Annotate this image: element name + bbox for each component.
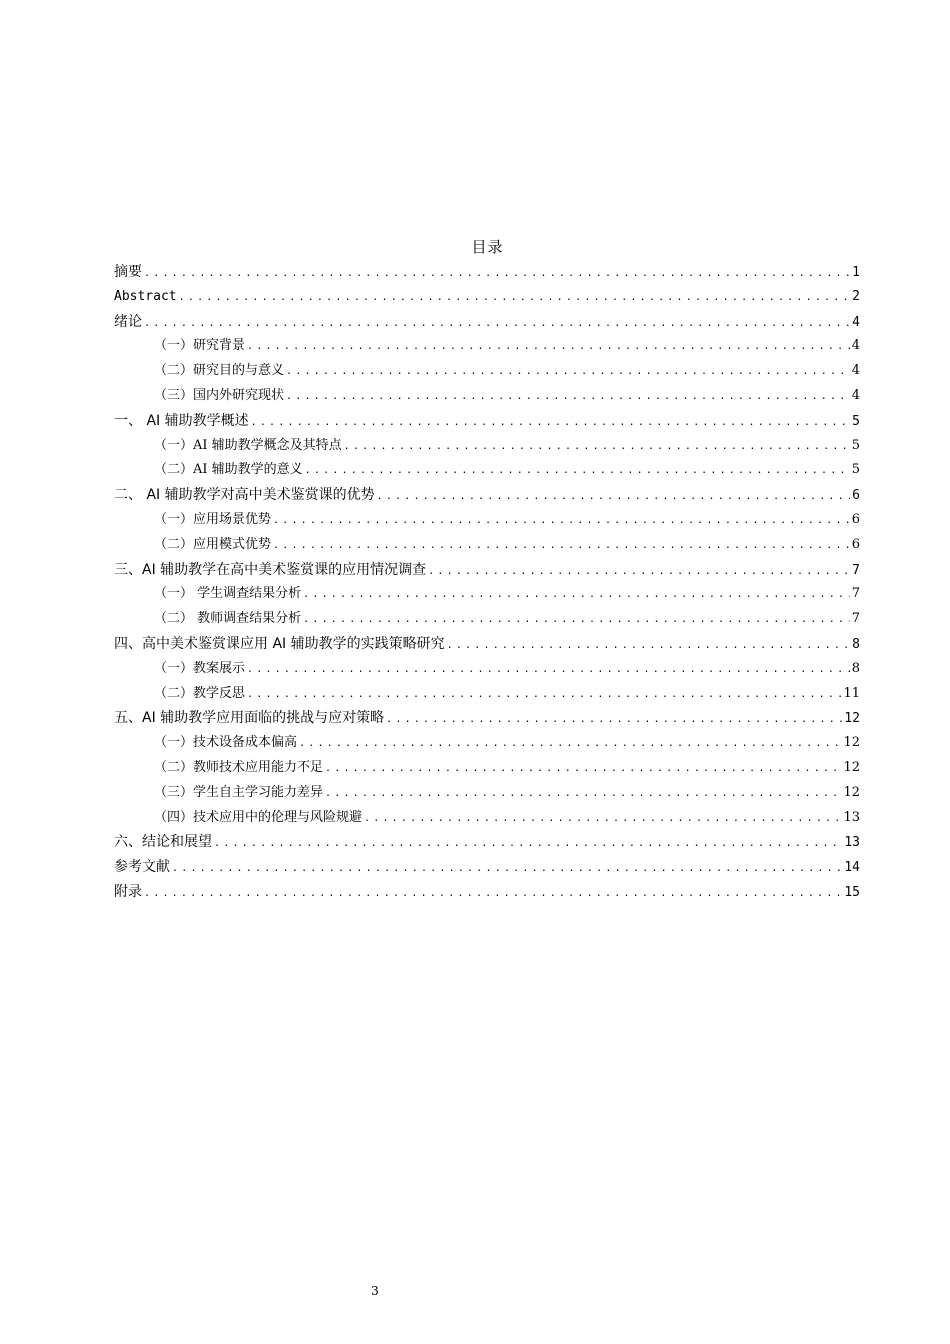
toc-entry[interactable]	[114, 285, 860, 310]
toc-entry[interactable]	[114, 434, 860, 459]
toc-entry-page: 2	[852, 288, 860, 304]
toc-dot-leader	[273, 534, 850, 559]
toc-dot-leader	[286, 360, 850, 385]
toc-entry[interactable]	[114, 384, 860, 409]
toc-entry[interactable]	[114, 458, 860, 483]
toc-entry-page: 12	[844, 711, 860, 727]
toc-dot-leader	[247, 658, 850, 683]
toc-entry-label: （二）教学反思	[154, 685, 246, 701]
toc-dot-leader	[251, 411, 850, 436]
toc-dot-leader	[303, 608, 850, 633]
toc-entry-label: 附录	[114, 883, 142, 900]
toc-dot-leader	[247, 683, 841, 708]
toc-dot-leader	[172, 857, 842, 882]
toc-entry[interactable]	[114, 781, 860, 806]
toc-entry-page: 4	[851, 387, 860, 403]
toc-entry[interactable]	[114, 508, 860, 533]
toc-entry[interactable]	[114, 756, 860, 781]
toc-entry-page: 14	[844, 860, 860, 876]
toc-entry-label: 六、结论和展望	[114, 834, 212, 851]
toc-entry-page: 4	[852, 314, 860, 330]
toc-entry[interactable]	[114, 558, 860, 583]
toc-entry-page: 4	[851, 338, 860, 354]
toc-entry-page: 12	[843, 759, 860, 775]
toc-entry[interactable]	[114, 359, 860, 384]
toc-entry-label: 一、 AI 辅助教学概述	[114, 412, 249, 429]
toc-entry-label: 参考文献	[114, 859, 170, 876]
toc-entry-page: 6	[851, 511, 860, 527]
page-number: 3	[371, 1284, 379, 1298]
toc-entry[interactable]	[114, 657, 860, 682]
toc-entry-label: 五、AI 辅助教学应用面临的挑战与应对策略	[114, 710, 385, 727]
toc-entry-label: （二）应用模式优势	[154, 536, 272, 552]
toc-entry-label: （一）应用场景优势	[154, 511, 272, 527]
toc-entry-page: 1	[852, 265, 860, 280]
toc-entry-label: （一）研究背景	[154, 338, 246, 354]
toc-entry-page: 5	[851, 437, 860, 453]
toc-entry-page: 6	[852, 488, 860, 504]
toc-entry-page: 8	[852, 636, 860, 652]
toc-dot-leader	[286, 385, 850, 410]
toc-entry-label: （一）教案展示	[154, 660, 246, 676]
toc-dot-leader	[299, 732, 841, 757]
toc-entry-label: （四）技术应用中的伦理与风险规避	[154, 809, 363, 825]
table-of-contents	[114, 260, 860, 905]
toc-dot-leader	[247, 335, 850, 360]
toc-entry-label: 绪论	[114, 313, 142, 330]
toc-entry[interactable]	[114, 582, 860, 607]
toc-entry[interactable]	[114, 533, 860, 558]
toc-entry-label: （二）AI 辅助教学的意义	[154, 462, 303, 478]
toc-entry-label: Abstract	[114, 288, 177, 304]
toc-entry[interactable]	[114, 880, 860, 905]
toc-dot-leader	[428, 560, 850, 585]
toc-entry-page: 12	[843, 784, 860, 800]
toc-entry-label: （一）技术设备成本偏高	[154, 735, 298, 751]
toc-entry[interactable]	[114, 632, 860, 657]
toc-dot-leader	[344, 435, 850, 460]
toc-dot-leader	[305, 459, 850, 484]
toc-entry-label: 二、 AI 辅助教学对高中美术鉴赏课的优势	[114, 487, 375, 504]
toc-entry[interactable]	[114, 706, 860, 731]
toc-dot-leader	[325, 757, 841, 782]
toc-entry-label: （一） 学生调查结果分析	[154, 586, 302, 602]
toc-entry-page: 7	[852, 562, 860, 578]
toc-dot-leader	[447, 634, 850, 659]
toc-entry[interactable]	[114, 409, 860, 434]
toc-dot-leader	[386, 708, 842, 733]
toc-entry-label: 摘要	[114, 264, 142, 280]
toc-entry[interactable]	[114, 334, 860, 359]
toc-entry-page: 13	[844, 835, 860, 851]
toc-entry-page: 12	[843, 735, 860, 751]
toc-entry-label: 三、AI 辅助教学在高中美术鉴赏课的应用情况调查	[114, 561, 427, 578]
toc-entry-page: 6	[851, 536, 860, 552]
toc-dot-leader	[303, 583, 850, 608]
toc-dot-leader	[364, 807, 841, 832]
toc-entry[interactable]	[114, 830, 860, 855]
toc-entry[interactable]	[114, 806, 860, 831]
toc-dot-leader	[325, 782, 841, 807]
toc-entry[interactable]	[114, 731, 860, 756]
toc-entry[interactable]	[114, 607, 860, 632]
toc-dot-leader	[179, 286, 850, 311]
toc-dot-leader	[273, 509, 850, 534]
toc-dot-leader	[377, 485, 850, 510]
toc-dot-leader	[144, 312, 850, 337]
toc-entry-label: （二）研究目的与意义	[154, 363, 285, 379]
toc-entry-page: 11	[843, 685, 860, 701]
toc-entry-page: 4	[851, 363, 860, 379]
toc-entry-page: 5	[852, 413, 860, 429]
toc-dot-leader	[144, 882, 842, 907]
toc-entry-page: 5	[851, 462, 860, 478]
toc-entry-label: （一）AI 辅助教学概念及其特点	[154, 437, 342, 453]
toc-entry[interactable]	[114, 483, 860, 508]
toc-entry-label: （二）教师技术应用能力不足	[154, 759, 324, 775]
toc-entry-label: （三）国内外研究现状	[154, 387, 285, 403]
toc-title: 目录	[471, 238, 504, 256]
toc-entry-page: 15	[844, 884, 860, 900]
toc-entry-page: 13	[843, 809, 860, 825]
toc-entry-label: 四、高中美术鉴赏课应用 AI 辅助教学的实践策略研究	[114, 635, 445, 652]
toc-entry[interactable]	[114, 682, 860, 707]
toc-entry-page: 7	[851, 611, 860, 627]
toc-entry-page: 7	[851, 586, 860, 602]
toc-entry[interactable]	[114, 310, 860, 335]
toc-dot-leader	[144, 262, 850, 287]
toc-entry-page: 8	[851, 660, 860, 676]
toc-entry[interactable]	[114, 855, 860, 880]
toc-entry-label: （三）学生自主学习能力差异	[154, 784, 324, 800]
toc-dot-leader	[214, 832, 842, 857]
toc-entry[interactable]	[114, 260, 860, 285]
toc-entry-label: （二） 教师调查结果分析	[154, 611, 302, 627]
